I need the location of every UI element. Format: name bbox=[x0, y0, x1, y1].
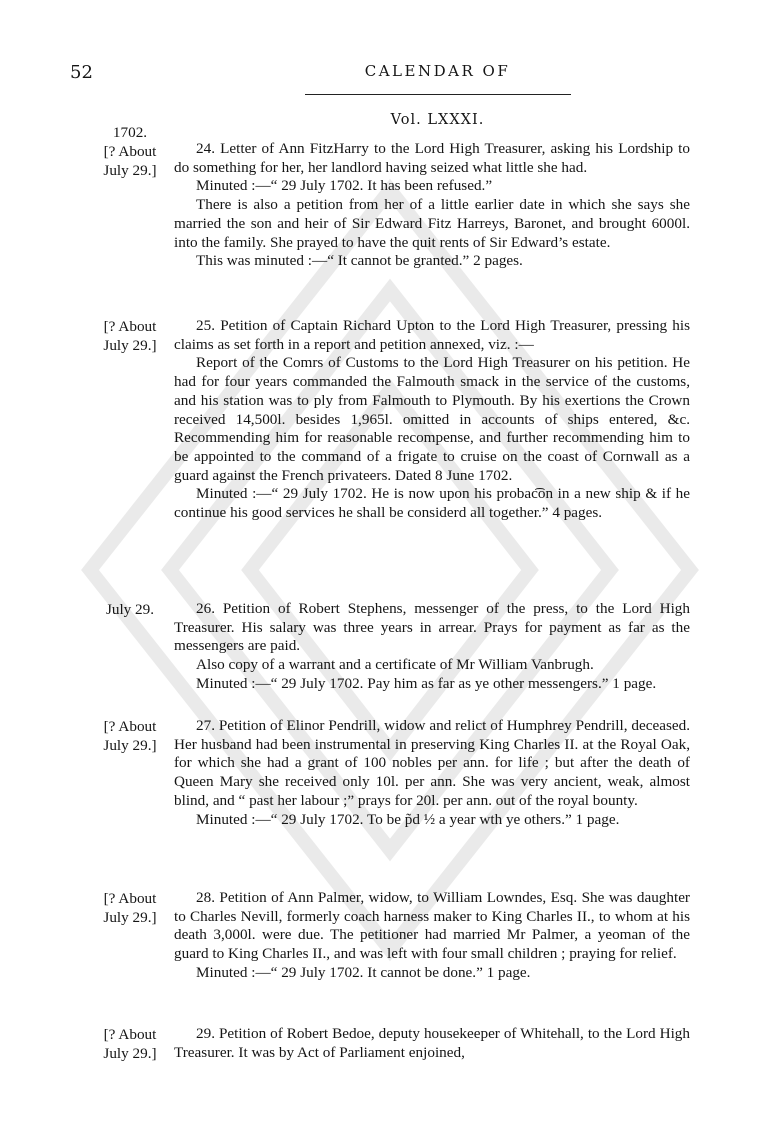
entry-paragraph: 28. Petition of Ann Palmer, widow, to William Lowndes, Esq. She was daughter to Charles Nevill, formerly coach harness maker to King Charles II., to whom at his death 3,000l. were due. The petitioner had married Mr Palmer, a yeoman of the guard to King Charles II., and was left with four small children ; praying for relief. bbox=[174, 889, 690, 963]
entry-paragraph: Report of the Comrs of Customs to the Lord High Treasurer on his petition. He had for four years commanded the Falmouth smack in the service of the customs, and his station was to ply from Falmouth to Plymouth. By his exertions the Crown received 14,500l. besides 1,965l. omitted in accounts of ships entered, &c. Recommending him for reasonable recompense, and further recommending him to be appointed to the command of a frigate to cruise on the coast of Cornwall as a guard against the French privateers. Dated 8 June 1702. bbox=[174, 354, 690, 484]
entry-minute: Minuted :—“ 29 July 1702. It has been refused.” bbox=[196, 177, 493, 195]
margin-date: [? About July 29.] bbox=[103, 1026, 157, 1062]
margin-date: [? About July 29.] bbox=[103, 143, 157, 179]
entry-28 bbox=[174, 889, 690, 983]
running-title: CALENDAR OF bbox=[364, 62, 511, 80]
entry-24 bbox=[174, 140, 690, 271]
margin-date: [? About July 29.] bbox=[103, 318, 157, 354]
entry-25 bbox=[174, 317, 690, 523]
entry-minute: Minuted :—“ 29 July 1702. It cannot be done.” 1 page. bbox=[196, 963, 531, 981]
entry-minute: Minuted :—“ 29 July 1702. He is now upon his probac͡on in a new ship & if he continue his good services he shall be considerd all together.” 4 pages. bbox=[174, 485, 690, 522]
entry-29 bbox=[174, 1025, 690, 1062]
entry-paragraph: 27. Petition of Elinor Pendrill, widow and relict of Humphrey Pendrill, deceased. Her husband had been instrumental in preserving King Charles II. at the Royal Oak, for which she had a grant of 100 nobles per ann. for life ; but after the death of Queen Mary she received only 10l. per ann. She was very ancient, weak, almost blind, and “ past her labour ;” prays for 20l. per ann. out of the royal bounty. bbox=[174, 717, 690, 809]
entry-27 bbox=[174, 717, 690, 829]
entry-paragraph: 29. Petition of Robert Bedoe, deputy housekeeper of Whitehall, to the Lord High Treasurer. It was by Act of Parliament enjoined, bbox=[174, 1025, 690, 1061]
page-number: 52 bbox=[70, 62, 93, 83]
watermark bbox=[60, 150, 720, 990]
entry-paragraph: 26. Petition of Robert Stephens, messenger of the press, to the Lord High Treasurer. His salary was three years in arrear. Prays for payment as far as the messengers are paid. bbox=[174, 600, 690, 655]
entry-paragraph: 24. Letter of Ann FitzHarry to the Lord High Treasurer, asking his Lordship to do something for her, her landlord having seized what little she had. bbox=[174, 140, 690, 176]
entry-paragraph: There is also a petition from her of a little earlier date in which she says she married the son and heir of Sir Edward Fitz Harreys, Baronet, and brought 6000l. into the family. She prayed to have the quit rents of Sir Edward’s estate. bbox=[174, 196, 690, 251]
margin-date: July 29. bbox=[105, 601, 155, 618]
entry-paragraph: Also copy of a warrant and a certificate of Mr William Vanbrugh. bbox=[196, 656, 594, 674]
entry-minute: This was minuted :—“ It cannot be granted.” 2 pages. bbox=[196, 252, 523, 270]
margin-year: 1702. bbox=[112, 124, 148, 141]
entry-minute: Minuted :—“ 29 July 1702. Pay him as far as ye other messengers.” 1 page. bbox=[196, 674, 657, 692]
volume-heading: Vol. LXXXI. bbox=[390, 112, 485, 128]
header-rule bbox=[305, 94, 571, 95]
entry-paragraph: 25. Petition of Captain Richard Upton to the Lord High Treasurer, pressing his claims as set forth in a report and petition annexed, viz. :— bbox=[174, 317, 690, 353]
margin-date: [? About July 29.] bbox=[103, 718, 157, 754]
entry-minute: Minuted :—“ 29 July 1702. To be p̃d ½ a year wth ye others.” 1 page. bbox=[196, 810, 620, 828]
entry-26 bbox=[174, 600, 690, 694]
margin-date: [? About July 29.] bbox=[103, 890, 157, 926]
